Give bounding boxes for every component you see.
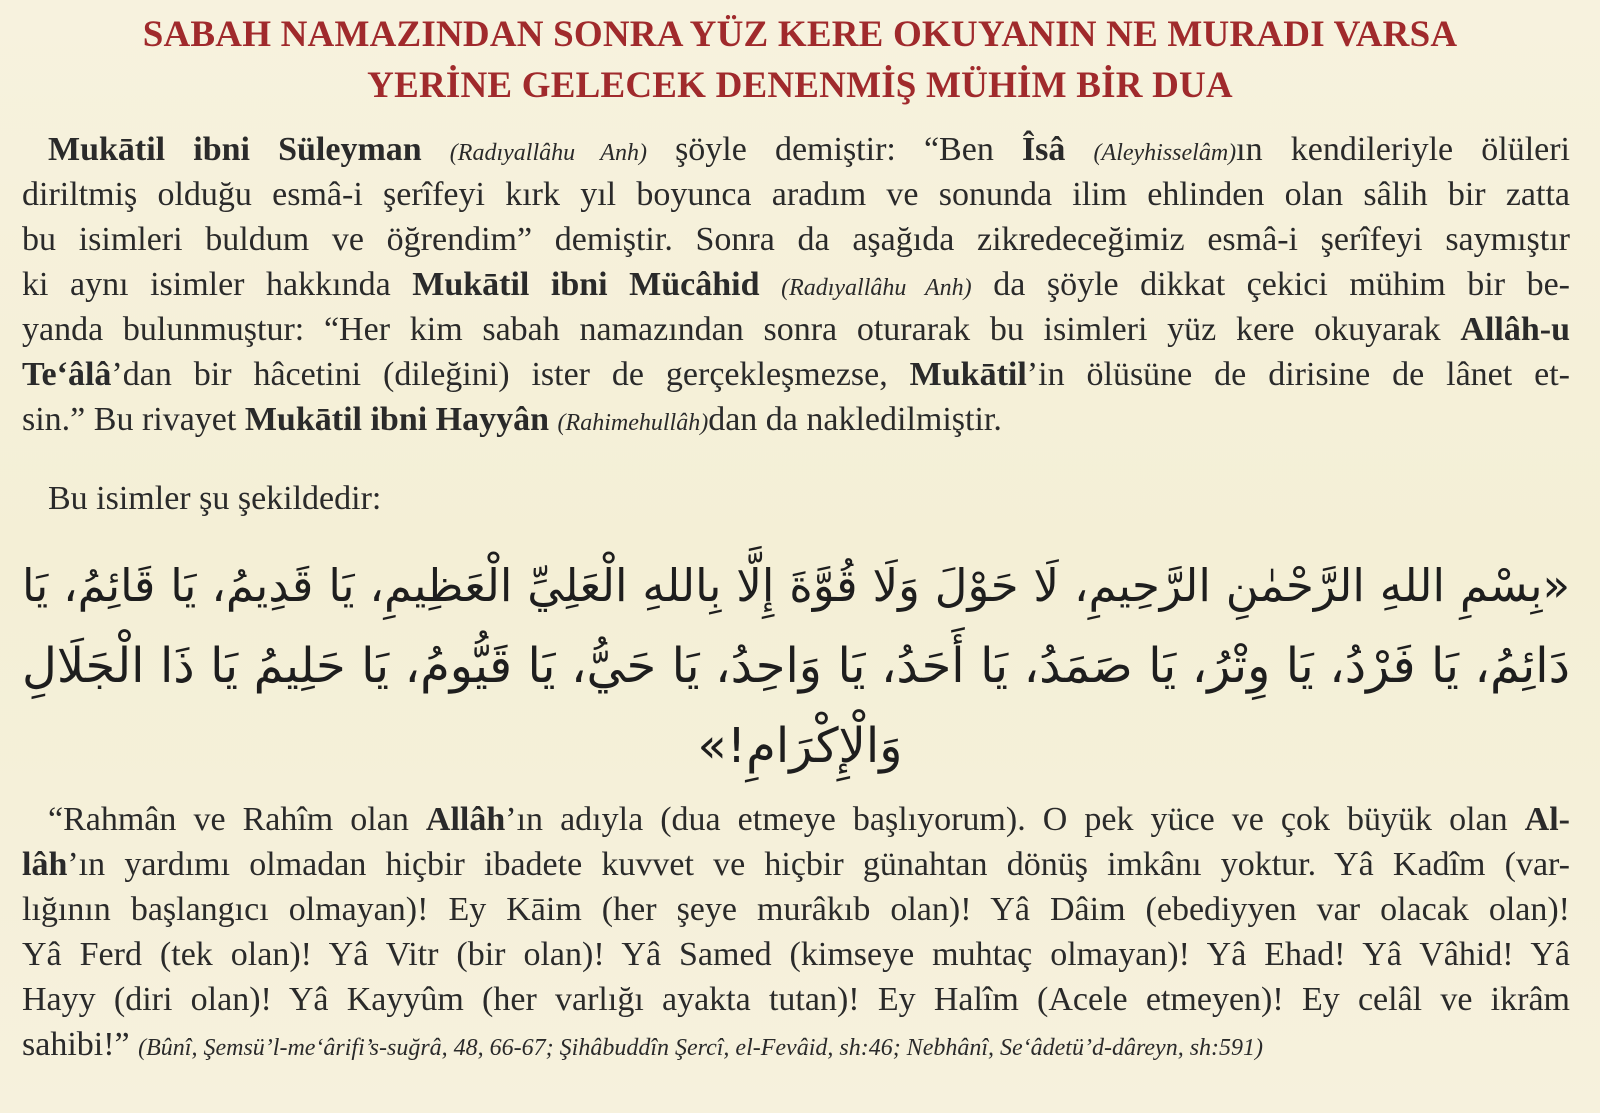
intro-line-6 — [22, 352, 1570, 397]
intro-text: sin.” Bu rivayet — [22, 401, 245, 438]
names-intro: Bu isimler şu şekildedir: — [48, 480, 382, 517]
translation-line-5: Hayy (diri olan)! Yâ Kayyûm (her varlığı ayakta tutan)! Ey Halîm (Acele etmeyen)! Ey celâl ve ikrâm — [22, 981, 1570, 1018]
intro-text: ’dan bir hâcetini (dileğini) ister de gerçekleşmezse, — [111, 356, 910, 393]
translation-text: ’ın yardımı olmadan hiçbir ibadete kuvvet ve hiçbir günahtan dönüş imkânı yoktur. Yâ Kadîm (var- — [67, 846, 1570, 883]
intro-text: ’in ölüsüne de dirisine de lânet et- — [1026, 356, 1570, 393]
honorific: (Rahimehullâh) — [557, 410, 709, 436]
translation-text: ’ın adıyla (dua etmeye başlıyorum). O pek yüce ve çok büyük olan — [505, 801, 1525, 838]
translation-text: sahibi!” — [22, 1026, 130, 1063]
intro-text: şöyle demiştir: “Ben — [646, 131, 1022, 168]
intro-line-4 — [22, 262, 1570, 311]
bold-term: lâh — [22, 846, 68, 883]
intro-text: da şöyle dikkat çekici mühim bir be- — [971, 266, 1571, 303]
translation-line-1 — [48, 797, 1570, 842]
honorific: (Radıyallâhu Anh) — [449, 140, 647, 166]
bold-term: Te‘âlâ — [22, 356, 112, 393]
honorific: (Radıyallâhu Anh) — [781, 275, 972, 301]
translation-line-2 — [22, 842, 1570, 887]
person-name: Mukātil ibni Mücâhid — [412, 266, 760, 303]
source-citation: (Bûnî, Şemsü’l-me‘ârifi’s-suğrâ, 48, 66-67; Şihâbuddîn Şercî, el-Fevâid, sh:46; Nebhânî, Se‘âdetü’d-dâreyn, sh:591) — [138, 1035, 1264, 1061]
translation-text: “Rahmân ve Rahîm olan — [48, 801, 426, 838]
arabic-line-3: وَالْإِكْرَامِ!» — [697, 718, 903, 774]
intro-text: yanda bulunmuştur: “Her kim sabah namazından sonra oturarak bu isimleri yüz kere okuyarak — [22, 311, 1461, 348]
intro-text: dan da nakledilmiştir. — [708, 401, 1002, 438]
title-line-2: YERİNE GELECEK DENENMİŞ MÜHİM BİR DUA — [367, 65, 1233, 106]
person-name: Mukātil — [909, 356, 1027, 393]
intro-text: ın kendileriyle ölüleri — [1236, 131, 1570, 168]
intro-line-3: bu isimleri buldum ve öğrendim” demiştir. Sonra da aşağıda zikredeceğimiz esmâ-i şerîfeyi saymıştır — [22, 221, 1570, 258]
intro-line-1 — [48, 127, 1570, 176]
person-name: Mukātil ibni Süleyman — [48, 131, 422, 168]
intro-text: ki aynı isimler hakkında — [22, 266, 413, 303]
title-line-1: SABAH NAMAZINDAN SONRA YÜZ KERE OKUYANIN NE MURADI VARSA — [142, 14, 1458, 55]
arabic-line-2: دَائِمُ، يَا فَرْدُ، يَا وِتْرُ، يَا صَمَدُ، يَا أَحَدُ، يَا وَاحِدُ، يَا حَيُّ، يَا قَيُّومُ، يَا حَلِيمُ يَا ذَا الْجَلَالِ — [22, 638, 1570, 694]
bold-term: Allâh-u — [1460, 311, 1570, 348]
intro-line-2: diriltmiş olduğu esmâ-i şerîfeyi kırk yıl boyunca aradım ve sonunda ilim ehlinden olan sâlih bir zatta — [22, 176, 1570, 213]
translation-line-3: lığının başlangıcı olmayan)! Ey Kāim (her şeye murâkıb olan)! Yâ Dâim (ebediyyen var olacak olan)! — [22, 891, 1570, 928]
intro-line-7 — [22, 397, 1570, 446]
honorific: (Aleyhisselâm) — [1093, 140, 1237, 166]
person-name: Mukātil ibni Hayyân — [244, 401, 550, 438]
intro-line-5 — [22, 307, 1570, 352]
translation-line-4: Yâ Ferd (tek olan)! Yâ Vitr (bir olan)! Yâ Samed (kimseye muhtaç olmayan)! Yâ Ehad! Yâ Vâhid! Yâ — [22, 936, 1570, 973]
arabic-line-1: «بِسْمِ اللهِ الرَّحْمٰنِ الرَّحِيمِ، لَا حَوْلَ وَلَا قُوَّةَ إِلَّا بِاللهِ الْعَلِيِّ الْعَظِيمِ، يَا قَدِيمُ، يَا قَائِمُ، يَا — [22, 559, 1570, 612]
person-name: Îsâ — [1021, 131, 1066, 168]
bold-term: Al- — [1524, 801, 1570, 838]
translation-line-6 — [22, 1022, 1570, 1071]
bold-term: Allâh — [425, 801, 506, 838]
